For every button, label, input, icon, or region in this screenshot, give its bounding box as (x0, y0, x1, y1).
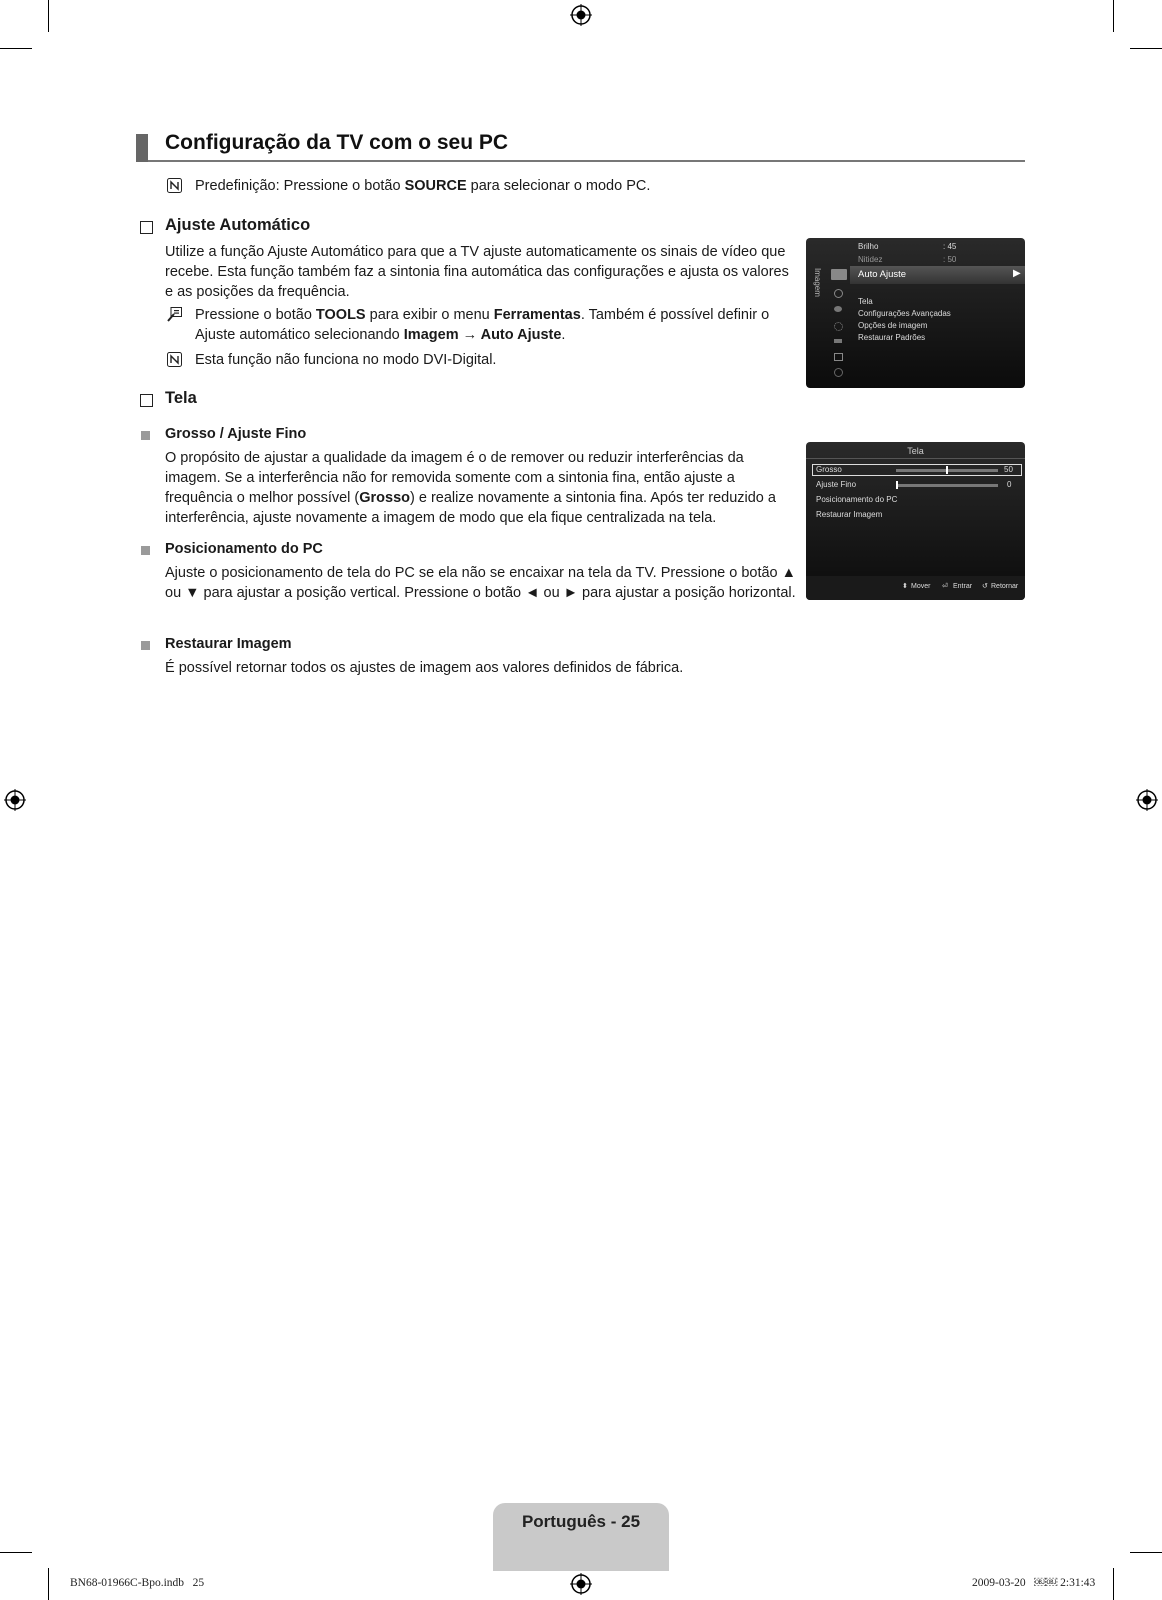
registration-mark-icon (1136, 789, 1158, 811)
setup-icon (834, 322, 843, 331)
note-text: para selecionar o modo PC. (466, 178, 651, 194)
menu-item[interactable]: Tela (858, 297, 873, 306)
crop-mark (0, 1552, 32, 1553)
slider-thumb[interactable] (896, 481, 898, 489)
note-text: Pressione o botão (195, 307, 316, 323)
slider-thumb[interactable] (946, 466, 948, 474)
preset-note (195, 176, 650, 196)
note-text: . Também é possível definir o Ajuste automático selecionando (195, 307, 770, 343)
crop-mark (0, 48, 32, 49)
section-checkbox-icon (140, 394, 153, 407)
tv-icon (831, 269, 847, 280)
body-bold: Grosso (359, 490, 411, 506)
crop-mark (48, 0, 49, 32)
menu-item[interactable]: Opções de imagem (858, 321, 928, 330)
crop-mark (1130, 48, 1162, 49)
menu-item[interactable]: Restaurar Imagem (816, 510, 883, 519)
registration-mark-icon (4, 789, 26, 811)
body-text: ) e realize novamente a sintonia fina. Após ter reduzido a interferência, ajuste novamente a imagem de modo que ela fique centralizada na tela. (165, 490, 776, 526)
crop-mark (1130, 1552, 1162, 1553)
page-number: Português - 25 (521, 1512, 641, 1531)
note-bold: Ferramentas (493, 307, 581, 323)
channel-icon (834, 306, 842, 312)
note-text: Predefinição: Pressione o botão (195, 178, 405, 194)
menu-item[interactable]: Posicionamento do PC (816, 495, 898, 504)
dvi-note: Esta função não funciona no modo DVI-Digital. (195, 352, 497, 368)
slug-left: BN68-01966C-Bpo.indb 25 (70, 1577, 205, 1589)
return-icon: ↺ (982, 583, 988, 590)
tools-icon (167, 307, 182, 322)
picture-menu-screen (806, 238, 1025, 388)
slider-value: 0 (1007, 480, 1012, 489)
title-bar (136, 134, 148, 162)
section-heading: Ajuste Automático (165, 216, 311, 234)
note-icon (167, 178, 182, 193)
slider-label[interactable]: Ajuste Fino (816, 480, 857, 489)
hint-enter: Entrar (953, 583, 973, 590)
section-heading: Tela (165, 389, 197, 407)
page-title: Configuração da TV com o seu PC (165, 131, 509, 154)
support-icon (834, 368, 843, 377)
crop-mark (1113, 1568, 1114, 1600)
enter-icon: ⏎ (942, 583, 948, 590)
title-rule (148, 160, 1025, 162)
body-text: O propósito de ajustar a qualidade da imagem é o de remover ou reduzir interferências da imagem. Se a interferência não for removida somente com a sintonia fina, então ajuste a frequência o melhor possível ( (165, 450, 744, 506)
slug-right: 2009-03-20 ￼￼ 2:31:43 (972, 1577, 1096, 1589)
registration-mark-icon (570, 1573, 592, 1595)
registration-mark-icon (570, 4, 592, 26)
section-checkbox-icon (140, 221, 153, 234)
up-down-icon: ⬍ (902, 583, 908, 590)
bullet-icon (141, 641, 150, 650)
note-text: . (561, 327, 566, 343)
tela-menu-screen (806, 442, 1025, 600)
bullet-icon (141, 546, 150, 555)
tools-note (195, 305, 795, 345)
title-divider (806, 458, 1025, 459)
menu-row-label: Nitidez (858, 255, 883, 264)
note-bold: TOOLS (315, 307, 366, 323)
subsection-heading: Posicionamento do PC (165, 541, 323, 557)
bullet-icon (141, 431, 150, 440)
note-bold: SOURCE (404, 178, 467, 194)
sound-icon (834, 289, 843, 298)
menu-item[interactable]: Configurações Avançadas (858, 309, 951, 318)
input-icon (834, 339, 842, 343)
grosso-body (165, 448, 797, 528)
menu-side-label: Imagem (813, 268, 822, 297)
application-icon (834, 353, 843, 361)
slider-value: 50 (1004, 465, 1013, 474)
screen-title: Tela (907, 446, 924, 456)
note-icon (167, 352, 182, 367)
note-text: para exibir o menu (365, 307, 494, 323)
positioning-body: Ajuste o posicionamento de tela do PC se ela não se encaixar na tela da TV. Pressione o botão ▲ ou ▼ para ajustar a posição vertical. Pressione o botão ◄ ou ► para ajustar a posição horizontal. (165, 565, 797, 601)
selected-row-label[interactable]: Auto Ajuste (858, 269, 907, 280)
auto-adjust-body: Utilize a função Ajuste Automático para que a TV ajuste automaticamente os sinais de vídeo que recebe. Esta função também faz a sintonia fina automática das configurações e ajusta os valores e as posições da frequência. (165, 244, 789, 300)
note-bold: Imagem → Auto Ajuste (403, 327, 562, 343)
subsection-heading: Restaurar Imagem (165, 636, 292, 652)
chevron-right-icon: ▶ (1013, 268, 1021, 279)
slider-label[interactable]: Grosso (816, 465, 842, 474)
crop-mark (1113, 0, 1114, 32)
slider-track[interactable] (896, 484, 998, 487)
menu-row-label: Brilho (858, 242, 879, 251)
subsection-heading: Grosso / Ajuste Fino (165, 426, 307, 442)
menu-item[interactable]: Restaurar Padrões (858, 333, 926, 342)
hint-return: Retornar (991, 583, 1019, 590)
menu-row-value: : 45 (943, 242, 957, 251)
restore-body: É possível retornar todos os ajustes de imagem aos valores definidos de fábrica. (165, 660, 684, 676)
menu-row-value: : 50 (943, 255, 957, 264)
crop-mark (48, 1568, 49, 1600)
hint-move: Mover (911, 583, 931, 590)
